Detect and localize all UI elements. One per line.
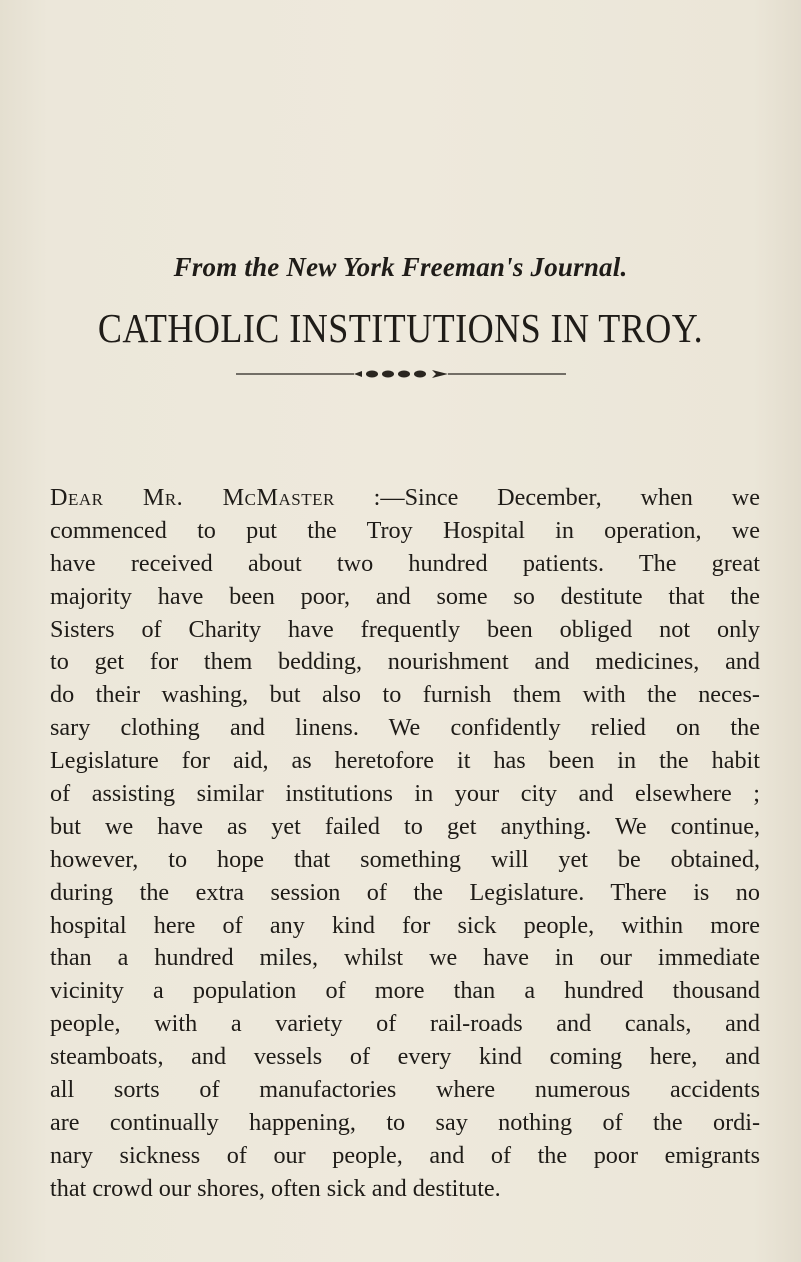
letter-line: Sisters of Charity have frequently been obliged not only bbox=[50, 615, 760, 643]
page-title: CATHOLIC INSTITUTIONS IN TROY. bbox=[97, 305, 704, 351]
letter-line: all sorts of manufactories where numerous accidents bbox=[50, 1076, 760, 1104]
letter-line-last: that crowd our shores, often sick and destitute. bbox=[50, 1174, 501, 1202]
ornamental-rule bbox=[236, 368, 566, 380]
source-line: From the New York Freeman's Journal. bbox=[173, 252, 628, 282]
letter-line: sary clothing and linens. We confidently relied on the bbox=[50, 714, 760, 742]
salutation: Dear Mr. McMaster bbox=[50, 484, 335, 511]
letter-line: do their washing, but also to furnish them with the neces- bbox=[50, 681, 760, 709]
letter-line: of assisting similar institutions in your city and elsewhere ; bbox=[50, 780, 760, 808]
letter-line: vicinity a population of more than a hundred thousand bbox=[50, 977, 760, 1005]
letter-line: are continually happening, to say nothing of the ordi- bbox=[50, 1108, 760, 1136]
letter-line: people, with a variety of rail-roads and canals, and bbox=[50, 1010, 760, 1038]
letter-line: commenced to put the Troy Hospital in operation, we bbox=[50, 516, 760, 544]
letter-line: majority have been poor, and some so destitute that the bbox=[50, 582, 760, 610]
letter-line: but we have as yet failed to get anything. We continue, bbox=[50, 812, 760, 840]
letter-line: steamboats, and vessels of every kind coming here, and bbox=[50, 1043, 760, 1071]
letter-line: to get for them bedding, nourishment and medicines, and bbox=[50, 648, 760, 676]
letter-line: Legislature for aid, as heretofore it has been in the habit bbox=[50, 747, 760, 775]
letter-line: hospital here of any kind for sick people, within more bbox=[50, 911, 760, 939]
letter-line: nary sickness of our people, and of the poor emigrants bbox=[50, 1141, 760, 1169]
letter-line: however, to hope that something will yet be obtained, bbox=[50, 845, 760, 873]
letter-line: have received about two hundred patients. The great bbox=[50, 549, 760, 577]
letter-line-1: Dear Mr. McMaster :—Since December, when we bbox=[50, 484, 760, 511]
letter-line: during the extra session of the Legislature. There is no bbox=[50, 878, 760, 906]
letter-body bbox=[50, 482, 760, 1206]
letter-line: than a hundred miles, whilst we have in our immediate bbox=[50, 944, 760, 972]
